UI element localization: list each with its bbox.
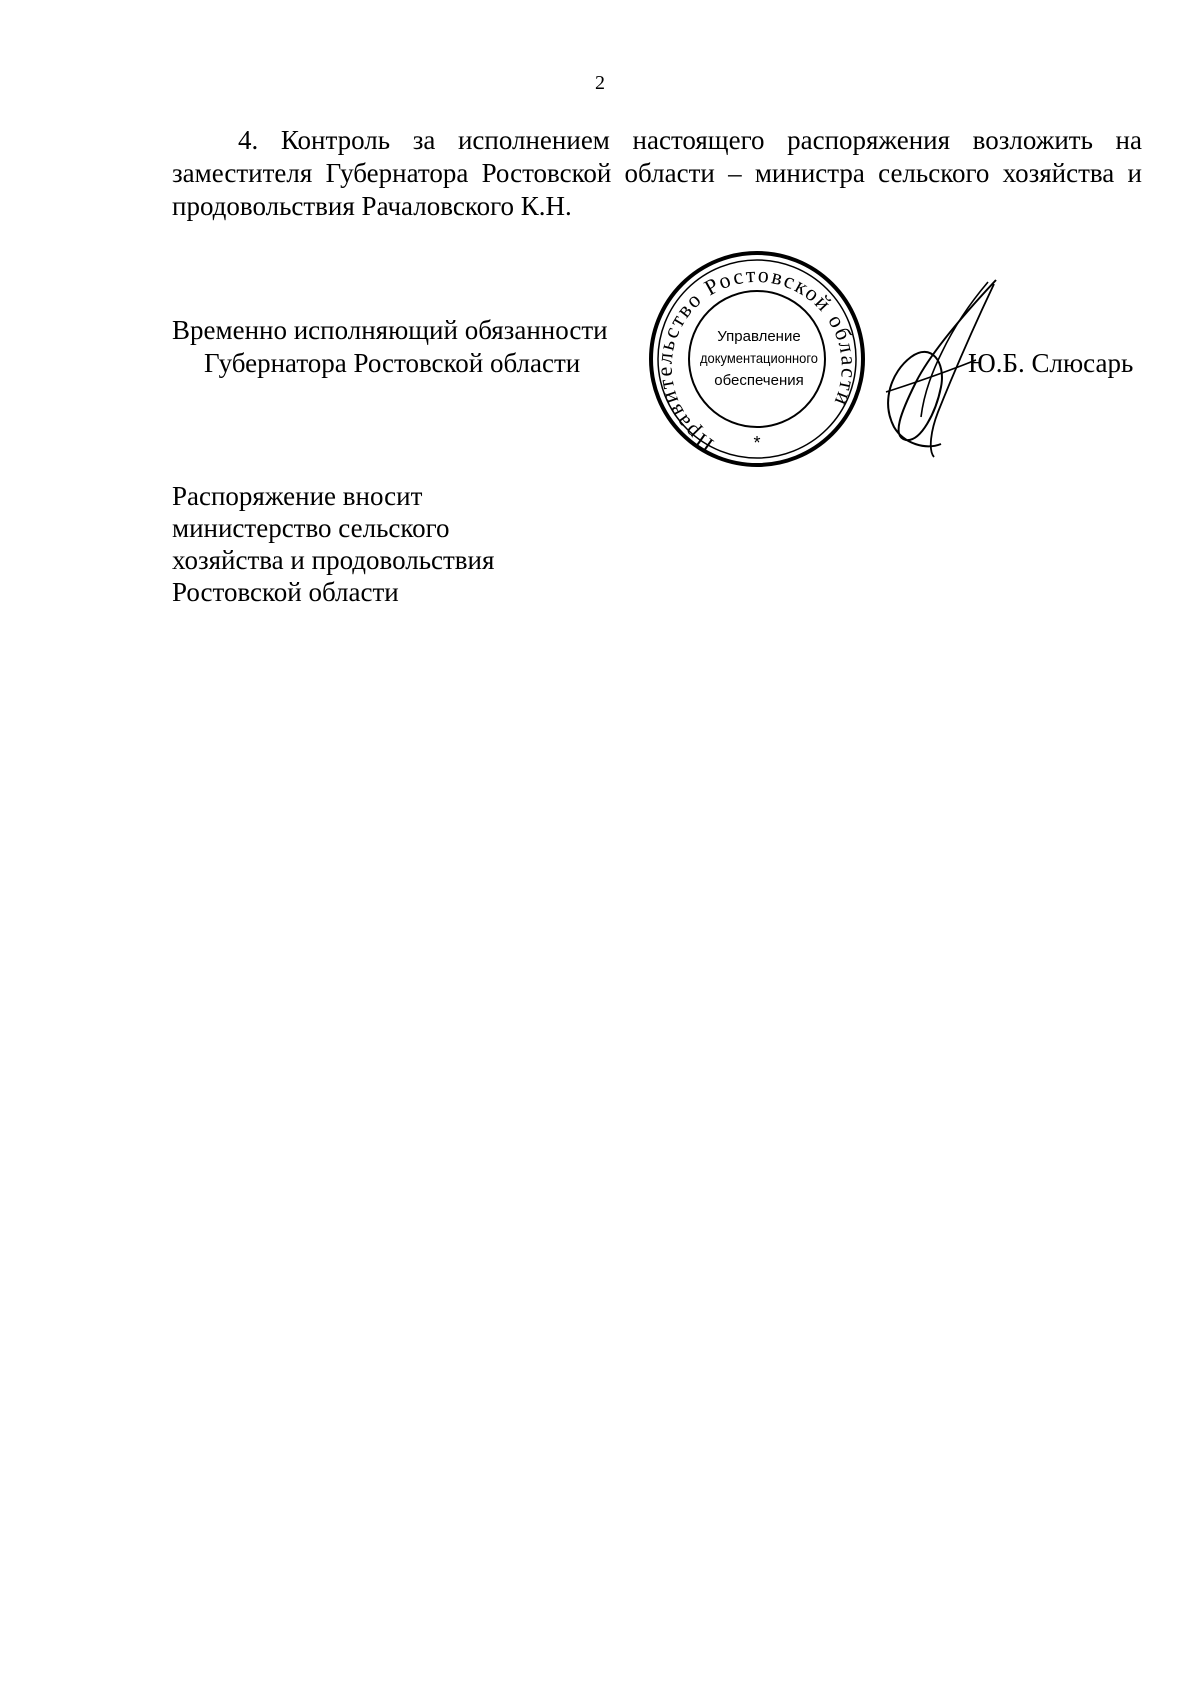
submitter-line-2: министерство сельского [172, 513, 450, 543]
official-seal [647, 249, 867, 469]
seal-outer-text: Правительство Ростовской области [651, 261, 862, 458]
seal-star: * [753, 433, 761, 453]
submitter-line-1: Распоряжение вносит [172, 481, 423, 511]
submitter-line-3: хозяйства и продовольствия [172, 545, 495, 575]
seal-inner-line-1: Управление [717, 328, 801, 345]
signer-title [172, 314, 608, 380]
paragraph-number: 4. [238, 125, 259, 155]
signer-name: Ю.Б. Слюсарь [968, 348, 1134, 378]
seal-inner-line-3: обеспечения [714, 372, 804, 389]
control-paragraph [172, 124, 1142, 223]
seal-inner-line-2: документационного [700, 350, 819, 366]
submitter-line-4: Ростовской области [172, 577, 399, 607]
signer-title-line-2: Губернатора Ростовской области [204, 348, 581, 378]
paragraph-text: Контроль за исполнением настоящего распоряжения возложить на заместителя Губернатора Ростовской области – министра сельского хозяйства и продовольствия Рачаловского К.Н. [172, 125, 1142, 221]
signer-title-line-1: Временно исполняющий обязанности [172, 315, 608, 345]
submitter-block [172, 480, 494, 608]
page-number: 2 [595, 72, 605, 94]
